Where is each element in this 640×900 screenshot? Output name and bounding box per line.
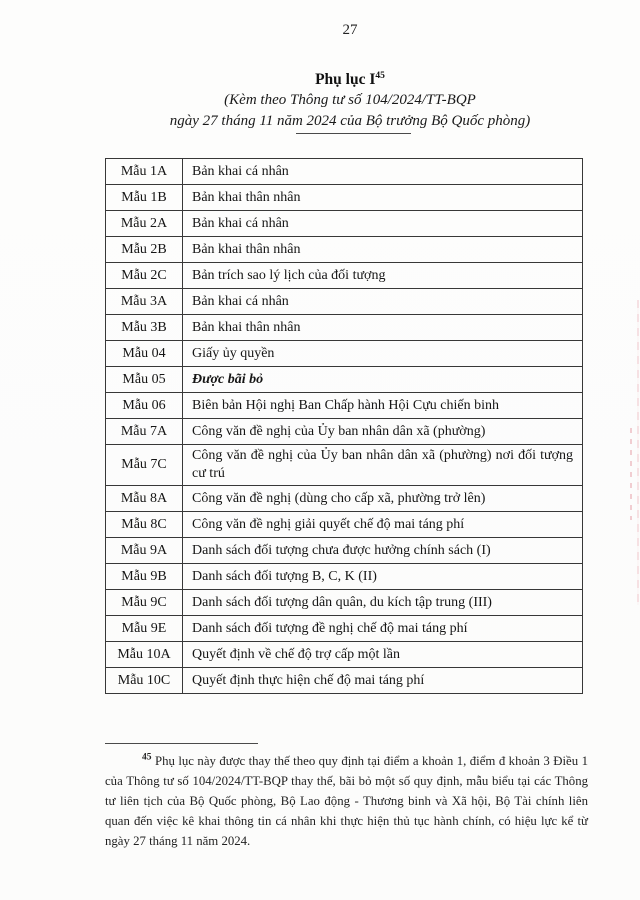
scan-artifact-red-streak <box>630 428 632 520</box>
scan-artifact-red-streak <box>637 300 639 605</box>
form-description-cell: Bản khai thân nhân <box>183 185 583 211</box>
appendix-subtitle-line1: (Kèm theo Thông tư số 104/2024/TT-BQP <box>224 92 476 108</box>
form-description-cell: Bản khai thân nhân <box>183 237 583 263</box>
form-code-cell: Mẫu 9C <box>106 590 183 616</box>
appendix-header <box>85 69 615 132</box>
form-description-cell: Bản khai cá nhân <box>183 289 583 315</box>
form-code-cell: Mẫu 1A <box>106 159 183 185</box>
table-row <box>106 512 583 538</box>
form-description-cell: Danh sách đối tượng chưa được hưởng chính sách (I) <box>183 538 583 564</box>
form-code-cell: Mẫu 7A <box>106 419 183 445</box>
form-description-cell: Biên bản Hội nghị Ban Chấp hành Hội Cựu chiến binh <box>183 393 583 419</box>
table-row <box>106 486 583 512</box>
form-description-cell: Công văn đề nghị giải quyết chế độ mai táng phí <box>183 512 583 538</box>
form-code-cell: Mẫu 06 <box>106 393 183 419</box>
form-code-cell: Mẫu 2A <box>106 211 183 237</box>
form-code-cell: Mẫu 10A <box>106 642 183 668</box>
title-footnote-ref: 45 <box>375 70 385 81</box>
form-description-cell: Quyết định về chế độ trợ cấp một lần <box>183 642 583 668</box>
form-code-cell: Mẫu 3B <box>106 315 183 341</box>
table-row <box>106 564 583 590</box>
form-code-cell: Mẫu 3A <box>106 289 183 315</box>
form-description-cell: Bản trích sao lý lịch của đối tượng <box>183 263 583 289</box>
table-row <box>106 445 583 486</box>
table-row <box>106 341 583 367</box>
form-description-cell: Công văn đề nghị của Ủy ban nhân dân xã (phường) <box>183 419 583 445</box>
form-description-cell: Bản khai cá nhân <box>183 159 583 185</box>
table-row <box>106 289 583 315</box>
table-row <box>106 642 583 668</box>
table-row <box>106 315 583 341</box>
form-code-cell: Mẫu 7C <box>106 445 183 486</box>
forms-table <box>105 158 583 694</box>
appendix-subtitle-line2: ngày 27 tháng 11 năm 2024 của Bộ trưởng Bộ Quốc phòng) <box>169 113 531 129</box>
form-code-cell: Mẫu 2C <box>106 263 183 289</box>
page-number: 27 <box>342 22 358 38</box>
header-divider-rule <box>296 133 411 134</box>
form-code-cell: Mẫu 10C <box>106 668 183 694</box>
table-row <box>106 263 583 289</box>
form-description-cell: Bản khai cá nhân <box>183 211 583 237</box>
form-code-cell: Mẫu 9A <box>106 538 183 564</box>
form-code-cell: Mẫu 8C <box>106 512 183 538</box>
form-description-cell: Danh sách đối tượng đề nghị chế độ mai táng phí <box>183 616 583 642</box>
table-row <box>106 185 583 211</box>
table-row <box>106 211 583 237</box>
form-description-cell: Công văn đề nghị (dùng cho cấp xã, phường trở lên) <box>183 486 583 512</box>
table-row <box>106 367 583 393</box>
form-code-cell: Mẫu 2B <box>106 237 183 263</box>
table-row <box>106 159 583 185</box>
table-row <box>106 393 583 419</box>
table-row <box>106 419 583 445</box>
appendix-title <box>85 69 615 90</box>
table-row <box>106 616 583 642</box>
form-description-cell: Bản khai thân nhân <box>183 315 583 341</box>
form-code-cell: Mẫu 9E <box>106 616 183 642</box>
form-description-cell: Được bãi bỏ <box>183 367 583 393</box>
footnote-ref: 45 <box>142 752 152 763</box>
form-description-cell: Công văn đề nghị của Ủy ban nhân dân xã (phường) nơi đối tượng cư trú <box>183 445 583 486</box>
footnote <box>105 751 588 851</box>
form-code-cell: Mẫu 04 <box>106 341 183 367</box>
form-code-cell: Mẫu 9B <box>106 564 183 590</box>
table-row <box>106 668 583 694</box>
form-code-cell: Mẫu 05 <box>106 367 183 393</box>
table-row <box>106 237 583 263</box>
table-row <box>106 590 583 616</box>
form-description-cell: Danh sách đối tượng dân quân, du kích tập trung (III) <box>183 590 583 616</box>
form-description-cell: Quyết định thực hiện chế độ mai táng phí <box>183 668 583 694</box>
table-row <box>106 538 583 564</box>
form-description-cell: Danh sách đối tượng B, C, K (II) <box>183 564 583 590</box>
form-description-cell: Giấy ủy quyền <box>183 341 583 367</box>
appendix-title-text: Phụ lục I <box>315 71 376 88</box>
form-code-cell: Mẫu 8A <box>106 486 183 512</box>
form-code-cell: Mẫu 1B <box>106 185 183 211</box>
footnote-text: Phụ lục này được thay thế theo quy định tại điểm a khoản 1, điểm đ khoản 3 Điều 1 của Thông tư số 104/2024/TT-BQP thay thế, bãi bỏ một số quy định, mẫu biểu tại các Thông tư liên tịch của Bộ Quốc phòng, Bộ Lao động - Thương binh và Xã hội, Bộ Tài chính liên quan đến việc kê khai thông tin cá nhân khi thực hiện thủ tục hành chính, có hiệu lực kể từ ngày 27 tháng 11 năm 2024. <box>105 754 588 848</box>
footnote-separator-rule <box>105 743 258 744</box>
forms-table-body <box>106 159 583 694</box>
